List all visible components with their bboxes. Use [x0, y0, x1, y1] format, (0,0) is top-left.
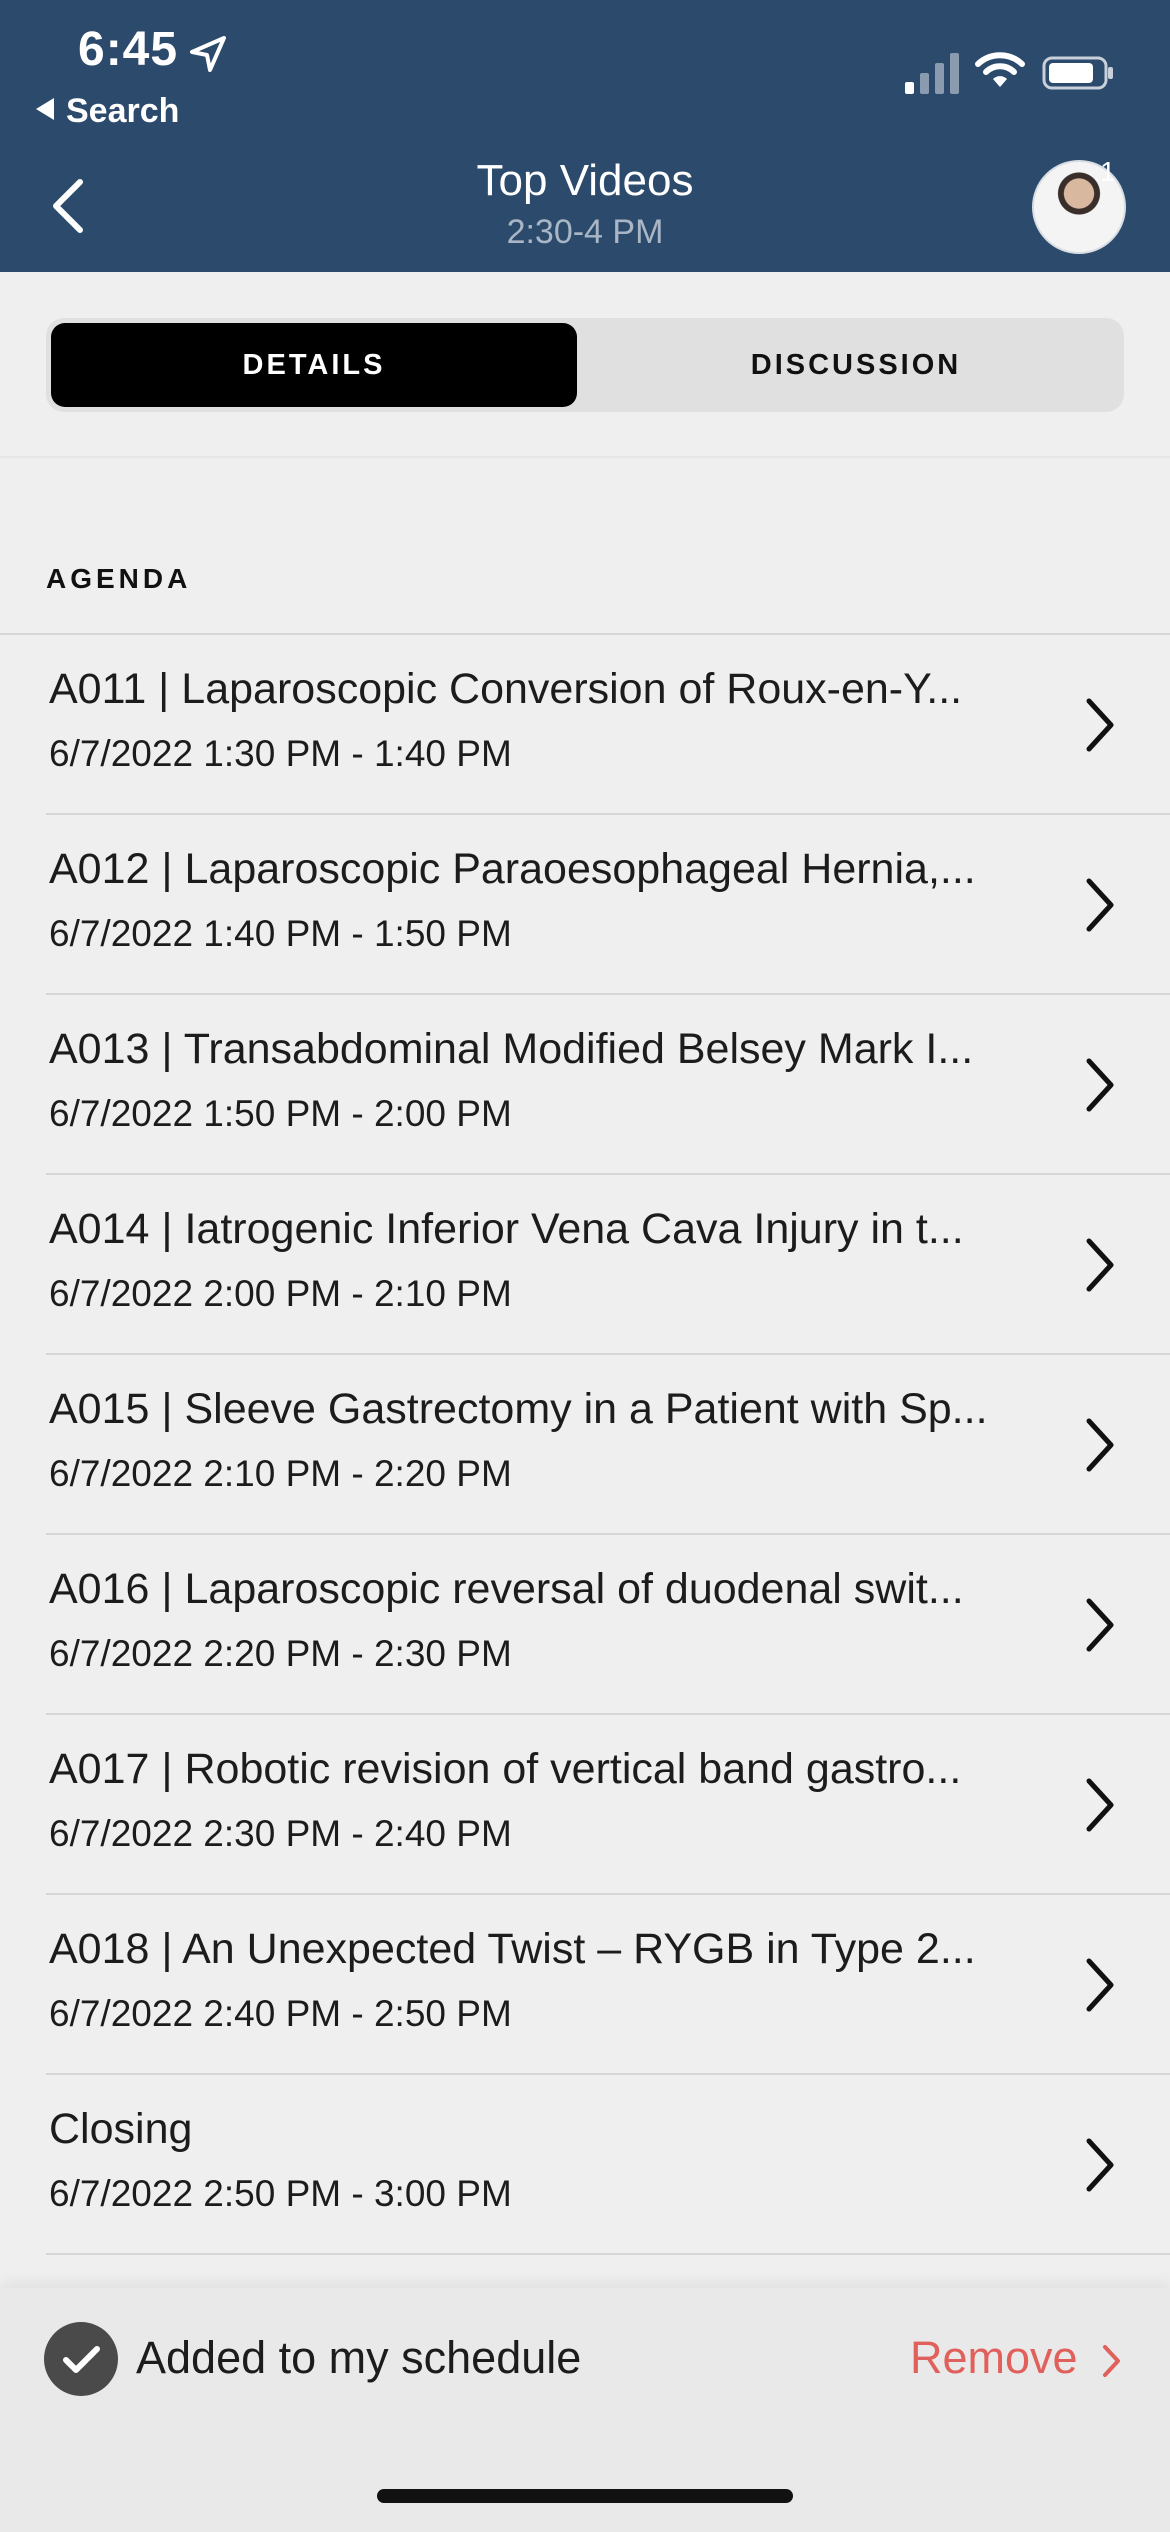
agenda-item-title: A017 | Robotic revision of vertical band gastro... — [49, 1745, 962, 1793]
chevron-right-icon — [1084, 1777, 1116, 1833]
wifi-icon — [975, 50, 1025, 90]
agenda-item-time: 6/7/2022 1:50 PM - 2:00 PM — [49, 1093, 512, 1134]
agenda-item-time: 6/7/2022 2:20 PM - 2:30 PM — [49, 1633, 512, 1674]
page-subtitle: 2:30-4 PM — [506, 213, 664, 251]
agenda-item[interactable] — [46, 1535, 1170, 1715]
agenda-item-time: 6/7/2022 2:30 PM - 2:40 PM — [49, 1813, 512, 1854]
chevron-right-icon — [1084, 1957, 1116, 2013]
tab-switcher — [46, 318, 1124, 412]
agenda-item-title: A012 | Laparoscopic Paraoesophageal Hernia,... — [49, 845, 976, 893]
agenda-item[interactable] — [46, 1355, 1170, 1535]
page-title: Top Videos — [476, 156, 694, 205]
avatar-badge: 1 — [1100, 156, 1116, 187]
header — [0, 0, 1170, 272]
check-circle-icon — [44, 2322, 118, 2396]
agenda-item-title: A011 | Laparoscopic Conversion of Roux-en-Y... — [49, 665, 963, 713]
remove-button[interactable]: Remove — [910, 2332, 1078, 2383]
chevron-right-icon[interactable] — [1102, 2344, 1122, 2378]
agenda-item-time: 6/7/2022 2:50 PM - 3:00 PM — [49, 2173, 512, 2214]
chevron-right-icon — [1084, 1597, 1116, 1653]
agenda-item[interactable] — [46, 2075, 1170, 2255]
agenda-item-time: 6/7/2022 2:00 PM - 2:10 PM — [49, 1273, 512, 1314]
agenda-item-time: 6/7/2022 1:40 PM - 1:50 PM — [49, 913, 512, 954]
tab-discussion[interactable]: DISCUSSION — [750, 348, 962, 381]
chevron-right-icon — [1084, 1237, 1116, 1293]
agenda-item[interactable] — [46, 635, 1170, 815]
status-time: 6:45 — [78, 23, 179, 76]
chevron-right-icon — [1084, 697, 1116, 753]
agenda-item[interactable] — [46, 815, 1170, 995]
agenda-item-title: A015 | Sleeve Gastrectomy in a Patient with Sp... — [49, 1385, 988, 1433]
agenda-item-title: A014 | Iatrogenic Inferior Vena Cava Injury in t... — [49, 1205, 964, 1253]
chevron-right-icon — [1084, 1417, 1116, 1473]
battery-icon — [1042, 56, 1114, 90]
back-triangle-icon — [36, 98, 54, 120]
agenda-item[interactable] — [46, 1895, 1170, 2075]
agenda-item-title: A016 | Laparoscopic reversal of duodenal swit... — [49, 1565, 964, 1613]
agenda-item-time: 6/7/2022 2:40 PM - 2:50 PM — [49, 1993, 512, 2034]
divider — [0, 456, 1170, 458]
schedule-status: Added to my schedule — [136, 2332, 582, 2383]
location-arrow-icon — [188, 34, 228, 74]
agenda-item-time: 6/7/2022 1:30 PM - 1:40 PM — [49, 733, 512, 774]
chevron-right-icon — [1084, 877, 1116, 933]
agenda-item[interactable] — [46, 1175, 1170, 1355]
back-to-search-label: Search — [66, 92, 180, 130]
schedule-bar — [0, 2288, 1170, 2532]
agenda-item[interactable] — [46, 1715, 1170, 1895]
agenda-list — [0, 635, 1170, 2255]
chevron-right-icon — [1084, 1057, 1116, 1113]
agenda-item[interactable] — [46, 995, 1170, 1175]
agenda-item-title: A013 | Transabdominal Modified Belsey Mark I... — [49, 1025, 974, 1073]
back-to-search-link[interactable] — [36, 92, 179, 131]
chevron-right-icon — [1084, 2137, 1116, 2193]
home-indicator[interactable] — [377, 2489, 793, 2503]
agenda-item-time: 6/7/2022 2:10 PM - 2:20 PM — [49, 1453, 512, 1494]
tab-details[interactable]: DETAILS — [51, 323, 577, 407]
agenda-heading: AGENDA — [46, 563, 192, 594]
cellular-signal-icon — [905, 52, 961, 94]
agenda-item-title: Closing — [49, 2105, 193, 2153]
agenda-item-title: A018 | An Unexpected Twist – RYGB in Type 2... — [49, 1925, 976, 1973]
